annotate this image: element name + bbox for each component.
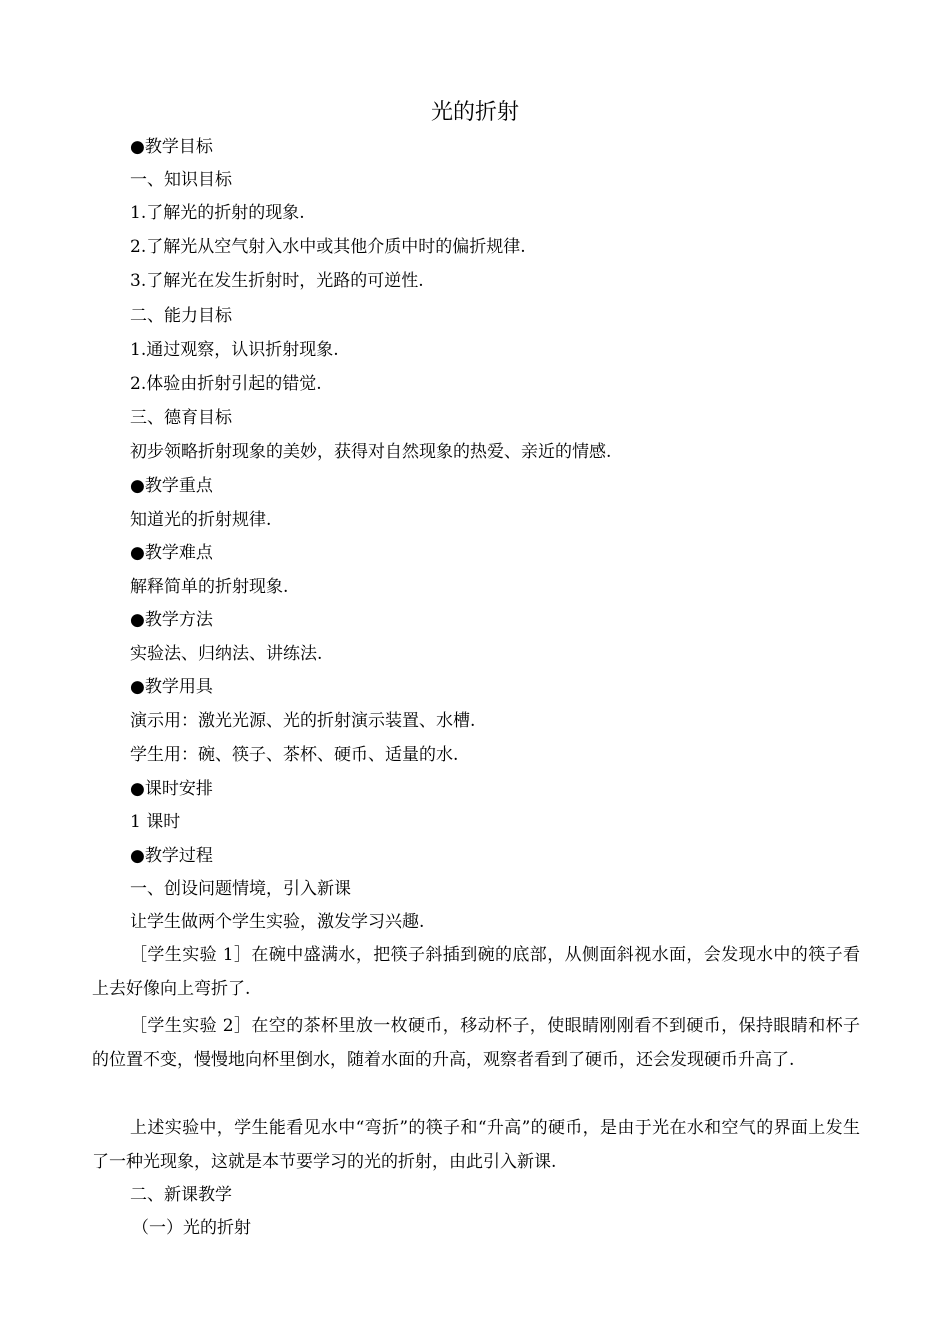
section-heading-difficulties: ●教学难点 (130, 543, 213, 563)
equipment-demo-text: 演示用：激光光源、光的折射演示装置、水槽. (130, 711, 476, 731)
subheading-knowledge-goals: 一、知识目标 (130, 170, 232, 190)
section-heading-equipment: ●教学用具 (130, 677, 213, 697)
difficulties-text: 解释简单的折射现象. (130, 577, 289, 597)
document-title: 光的折射 (430, 100, 519, 125)
experiment-2-paragraph: ［学生实验 2］在空的茶杯里放一枚硬币，移动杯子，使眼睛刚刚看不到硬币，保持眼睛和杯子的位置不变，慢慢地向杯里倒水，随着水面的升高，观察者看到了硬币，还会发现硬币升高了. (92, 1016, 860, 1070)
subsection-refraction-heading: （一）光的折射 (132, 1218, 251, 1238)
key-points-text: 知道光的折射规律. (130, 510, 272, 530)
ability-goal-1: 1.通过观察，认识折射现象. (130, 340, 339, 360)
process-step-1-heading: 一、创设问题情境，引入新课 (130, 879, 351, 899)
process-step-1-intro: 让学生做两个学生实验，激发学习兴趣. (130, 912, 425, 932)
section-heading-key-points: ●教学重点 (130, 476, 213, 496)
methods-text: 实验法、归纳法、讲练法. (130, 644, 323, 664)
summary-paragraph: 上述实验中，学生能看见水中“弯折”的筷子和“升高”的硬币，是由于光在水和空气的界面上发生了一种光现象，这就是本节要学习的光的折射，由此引入新课. (92, 1118, 860, 1172)
experiment-1-paragraph: ［学生实验 1］在碗中盛满水，把筷子斜插到碗的底部，从侧面斜视水面，会发现水中的筷子看上去好像向上弯折了. (92, 945, 860, 999)
section-heading-schedule: ●课时安排 (130, 779, 213, 799)
subheading-ability-goals: 二、能力目标 (130, 306, 232, 326)
equipment-student-text: 学生用：碗、筷子、茶杯、硬币、适量的水. (130, 745, 459, 765)
ability-goal-2: 2.体验由折射引起的错觉. (130, 374, 322, 394)
schedule-text: 1 课时 (130, 812, 181, 832)
subheading-moral-goals: 三、德育目标 (130, 408, 232, 428)
moral-goal-text: 初步领略折射现象的美妙，获得对自然现象的热爱、亲近的情感. (130, 442, 612, 462)
new-lesson-heading: 二、新课教学 (130, 1185, 232, 1205)
knowledge-goal-3: 3.了解光在发生折射时，光路的可逆性. (130, 271, 424, 291)
knowledge-goal-2: 2.了解光从空气射入水中或其他介质中时的偏折规律. (130, 237, 526, 257)
section-heading-methods: ●教学方法 (130, 610, 213, 630)
knowledge-goal-1: 1.了解光的折射的现象. (130, 203, 305, 223)
section-heading-teaching-goals: ●教学目标 (130, 137, 213, 157)
section-heading-process: ●教学过程 (130, 846, 213, 866)
